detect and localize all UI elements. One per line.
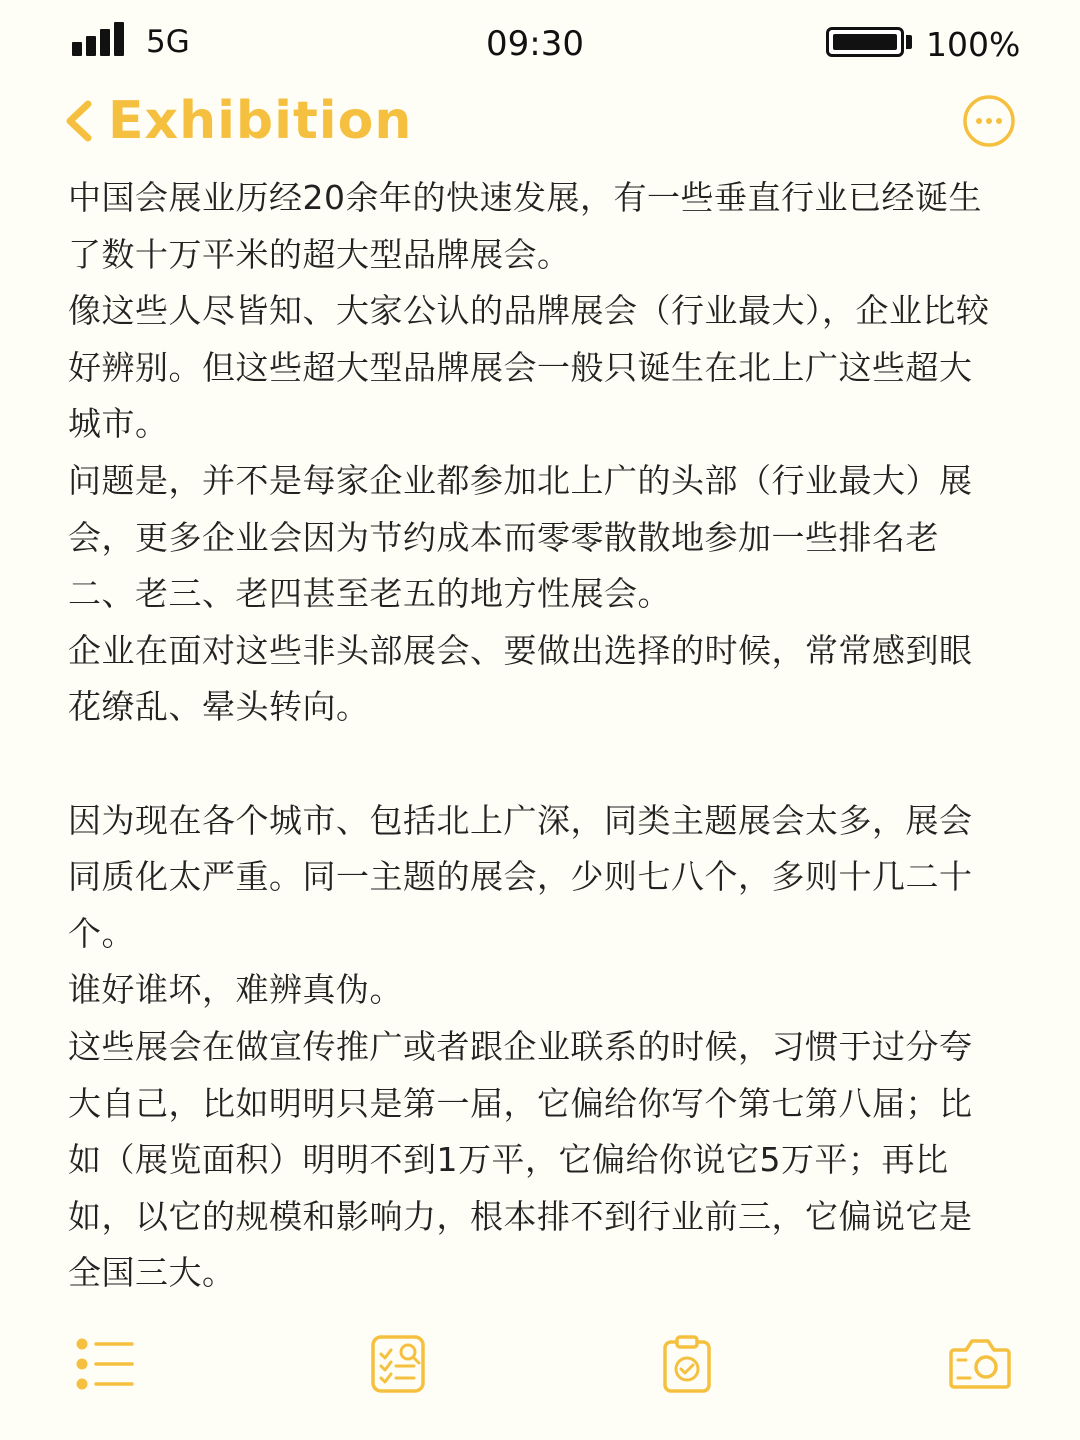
note-paragraph: 像这些人尽皆知、大家公认的品牌展会（行业最大），企业比较好辨别。但这些超大型品牌展会一般只诞生在北上广这些超大城市。 xyxy=(68,291,990,444)
nav-bar xyxy=(0,86,1080,156)
camera-button[interactable] xyxy=(948,1334,1012,1398)
clipboard-check-icon xyxy=(662,1334,712,1394)
back-button[interactable] xyxy=(56,86,412,156)
note-paragraph: 这些展会在做宣传推广或者跟企业联系的时候，习惯于过分夸大自己，比如明明只是第一届，它偏给你写个第七第八届；比如（展览面积）明明不到1万平，它偏给你说它5万平；再比如，以它的规模和影响力，根本排不到行业前三，它偏说它是全国三大。 xyxy=(68,1026,973,1293)
table-icon xyxy=(370,1334,426,1394)
note-paragraph: 中国会展业历经20余年的快速发展，有一些垂直行业已经诞生了数十万平米的超大型品牌展会。 xyxy=(68,178,982,274)
more-icon xyxy=(962,94,1016,148)
status-bar xyxy=(0,0,1080,86)
note-paragraph: 企业在面对这些非头部展会、要做出选择的时候，常常感到眼花缭乱、晕头转向。 xyxy=(68,630,973,727)
note-paragraph: 因为现在各个城市、包括北上广深，同类主题展会太多，展会同质化太严重。同一主题的展会，少则七八个，多则十几二十个。 xyxy=(68,800,973,953)
battery-nub xyxy=(906,35,912,49)
page-title: Exhibition xyxy=(108,91,413,151)
battery-icon xyxy=(826,27,904,57)
chevron-left-icon xyxy=(56,86,104,156)
clipboard-button[interactable] xyxy=(662,1334,726,1398)
blank-line xyxy=(68,736,992,793)
note-body[interactable] xyxy=(68,170,992,1302)
camera-icon xyxy=(948,1334,1012,1390)
note-paragraph: 问题是，并不是每家企业都参加北上广的头部（行业最大）展会，更多企业会因为节约成本而零零散散地参加一些排名老二、老三、老四甚至老五的地方性展会。 xyxy=(68,460,973,614)
bottom-toolbar xyxy=(0,1320,1080,1410)
battery-percent: 100% xyxy=(926,25,1021,64)
signal-icon xyxy=(72,22,128,56)
more-button[interactable] xyxy=(962,94,1016,148)
table-button[interactable] xyxy=(370,1334,434,1398)
network-type: 5G xyxy=(146,24,190,60)
status-time: 09:30 xyxy=(486,24,584,64)
checklist-icon xyxy=(72,1334,136,1398)
note-paragraph: 谁好谁坏，难辨真伪。 xyxy=(68,970,403,1010)
checklist-button[interactable] xyxy=(72,1334,136,1398)
